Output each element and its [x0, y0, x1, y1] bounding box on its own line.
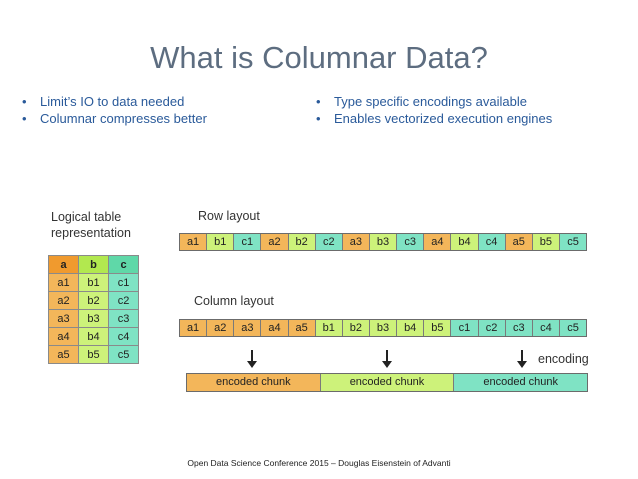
column-layout-cell: c2	[479, 320, 506, 336]
table-cell: b4	[79, 328, 109, 346]
down-arrow-icon	[247, 350, 257, 368]
table-row	[49, 346, 139, 364]
table-header-cell: c	[109, 256, 139, 274]
column-layout-cell: c4	[533, 320, 560, 336]
row-layout-cell: c3	[397, 234, 424, 250]
column-layout-cell: a3	[234, 320, 261, 336]
encoded-chunk: encoded chunk	[454, 374, 587, 391]
slide-title: What is Columnar Data?	[150, 40, 488, 75]
bullet-item: • Enables vectorized execution engines	[316, 110, 552, 127]
column-layout-cell: b1	[316, 320, 343, 336]
encoded-chunk: encoded chunk	[187, 374, 321, 391]
encoding-label: encoding	[538, 352, 589, 366]
table-cell: a1	[49, 274, 79, 292]
bullet-list-left	[22, 93, 207, 127]
table-cell: c5	[109, 346, 139, 364]
row-layout-cell: c4	[479, 234, 506, 250]
table-header-cell: b	[79, 256, 109, 274]
table-cell: c2	[109, 292, 139, 310]
column-layout-cell: b2	[343, 320, 370, 336]
table-cell: a5	[49, 346, 79, 364]
row-layout-cell: a1	[180, 234, 207, 250]
down-arrow-icon	[517, 350, 527, 368]
table-cell: c4	[109, 328, 139, 346]
column-layout-cell: b5	[424, 320, 451, 336]
table-header-row	[49, 256, 139, 274]
row-layout-cell: c5	[560, 234, 586, 250]
column-layout-cell: a4	[261, 320, 288, 336]
table-cell: a3	[49, 310, 79, 328]
bullet-item: • Type specific encodings available	[316, 93, 552, 110]
column-layout-cell: a1	[180, 320, 207, 336]
row-layout-cell: b3	[370, 234, 397, 250]
row-layout-cell: b4	[451, 234, 478, 250]
down-arrow-icon	[382, 350, 392, 368]
encoded-chunks-strip	[186, 373, 588, 392]
column-layout-cell: b3	[370, 320, 397, 336]
column-layout-cell: a5	[289, 320, 316, 336]
table-cell: a2	[49, 292, 79, 310]
bullet-item: • Columnar compresses better	[22, 110, 207, 127]
row-layout-label: Row layout	[198, 209, 260, 223]
table-cell: a4	[49, 328, 79, 346]
row-layout-cell: b1	[207, 234, 234, 250]
table-cell: c3	[109, 310, 139, 328]
column-layout-cell: c5	[560, 320, 586, 336]
row-layout-cell: a3	[343, 234, 370, 250]
table-row	[49, 292, 139, 310]
table-row	[49, 274, 139, 292]
logical-table	[48, 255, 139, 364]
table-cell: b2	[79, 292, 109, 310]
table-cell: c1	[109, 274, 139, 292]
row-layout-cell: a2	[261, 234, 288, 250]
footer-credit: Open Data Science Conference 2015 – Douglas Eisenstein of Advanti	[187, 458, 451, 468]
table-row	[49, 328, 139, 346]
caption-line: Logical table	[51, 210, 122, 224]
row-layout-strip	[179, 233, 587, 251]
caption-line: representation	[51, 226, 131, 240]
table-row	[49, 310, 139, 328]
column-layout-strip	[179, 319, 587, 337]
logical-table-caption	[51, 209, 131, 241]
column-layout-label: Column layout	[194, 294, 274, 308]
column-layout-cell: c1	[451, 320, 478, 336]
row-layout-cell: b2	[289, 234, 316, 250]
table-cell: b3	[79, 310, 109, 328]
row-layout-cell: a5	[506, 234, 533, 250]
encoded-chunk: encoded chunk	[321, 374, 455, 391]
table-cell: b1	[79, 274, 109, 292]
bullet-list-right	[316, 93, 552, 127]
row-layout-cell: c1	[234, 234, 261, 250]
row-layout-cell: c2	[316, 234, 343, 250]
row-layout-cell: a4	[424, 234, 451, 250]
table-cell: b5	[79, 346, 109, 364]
column-layout-cell: a2	[207, 320, 234, 336]
bullet-item: • Limit’s IO to data needed	[22, 93, 207, 110]
row-layout-cell: b5	[533, 234, 560, 250]
column-layout-cell: c3	[506, 320, 533, 336]
column-layout-cell: b4	[397, 320, 424, 336]
table-header-cell: a	[49, 256, 79, 274]
